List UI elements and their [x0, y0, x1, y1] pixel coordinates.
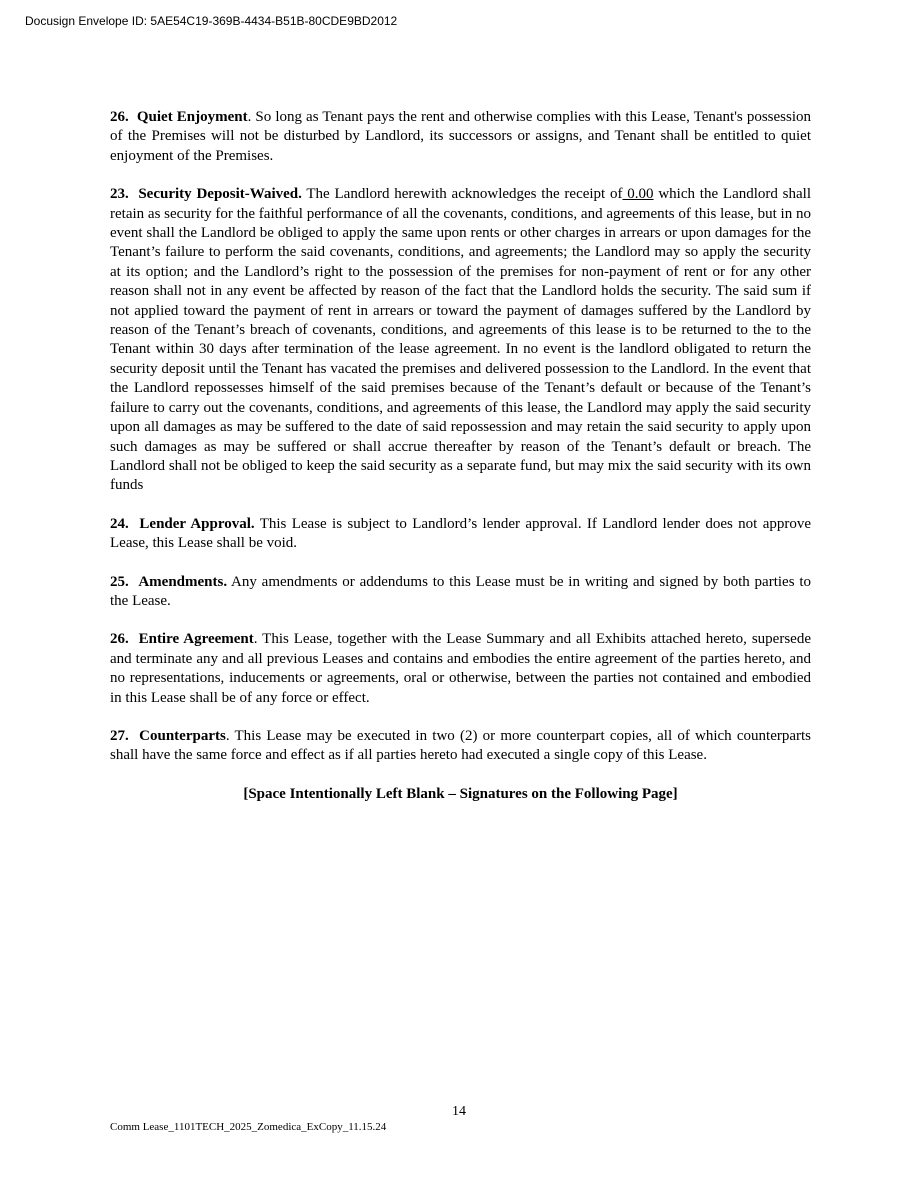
blank-space-note: [Space Intentionally Left Blank – Signatures on the Following Page]: [243, 785, 678, 802]
section-text: . This Lease may be executed in two (2) or more counterpart copies, all of which counterparts shall have the same force and effect as if all parties hereto had executed a single copy of this Lease.: [110, 727, 812, 764]
section-text: This Lease is subject to Landlord’s lender approval. If Landlord lender does not approve Lease, this Lease shall be void.: [110, 515, 812, 552]
envelope-id: Docusign Envelope ID: 5AE54C19-369B-4434-B51B-80CDE9BD2012: [25, 14, 398, 28]
section-number: 26.: [110, 631, 129, 648]
section-amendments: [110, 573, 811, 612]
footer-filename: Comm Lease_1101TECH_2025_Zomedica_ExCopy_11.15.24: [110, 1121, 387, 1133]
section-title: Quiet Enjoyment: [136, 109, 248, 125]
section-title: Amendments.: [138, 573, 228, 590]
section-number: 27.: [110, 727, 129, 744]
section-lender-approval: [110, 515, 811, 554]
section-number: 25.: [110, 573, 129, 590]
document-body: [110, 108, 811, 819]
section-entire-agreement: [110, 630, 811, 708]
section-text: . So long as Tenant pays the rent and otherwise complies with this Lease, Tenant's possession of the Premises will not be disturbed by Landlord, its successors or assigns, and Tenant shall be entitled to quiet enjoyment of the Premises.: [110, 109, 811, 164]
section-counterparts: [110, 727, 811, 766]
section-number: 24.: [110, 515, 129, 532]
section-text: which the Landlord shall retain as security for the faithful performance of all the covenants, conditions, and agreements of this lease, but in no event shall the Landlord be obliged to apply the same upon rents or other charges in arrears or upon damages for the Tenant’s failure to perform the said covenants, conditions, and agreements; the Landlord may so apply the security at its option; and the Landlord’s right to the possession of the premises for non-payment of rent or for any other reason shall not in any event be affected by reason of the fact that the Landlord holds the security. The said sum if not applied toward the payment of rent in arrears or toward the payment of damages suffered by the Landlord by reason of the Tenant’s breach of covenants, conditions, and agreements of this lease is to be returned to the to the Tenant within 30 days after termination of the lease agreement. In no event is the landlord obligated to return the security deposit until the Tenant has vacated the premises and delivered possession to the Landlord. In the event that the Landlord repossesses himself of the said premises because of the Tenant’s default or because of the Tenant’s failure to carry out the covenants, conditions, and agreements of this lease, the Landlord may apply the said security upon all damages as may be suffered to the date of said repossession and may retain the said security to apply upon such damages as may be suffered or shall accrue thereafter by reason of the Tenant’s default or breach. The Landlord shall not be obliged to keep the said security as a separate fund, but may mix the said security with its own funds: [110, 186, 812, 494]
section-text: Any amendments or addendums to this Lease must be in writing and signed by both parties to the Lease.: [110, 573, 811, 609]
section-security-deposit: [110, 185, 811, 496]
section-title: Entire Agreement: [138, 631, 254, 648]
section-number: 26.: [110, 109, 129, 125]
section-number: 23.: [110, 186, 129, 203]
section-text: . This Lease, together with the Lease Summary and all Exhibits attached hereto, supersede and terminate any and all previous Leases and contains and embodies the entire agreement of the parties hereto, and no representations, inducements or agreements, oral or otherwise, between the parties not contained and embodied in this Lease shall be of any force or effect.: [110, 631, 811, 706]
deposit-amount: 0.00: [622, 186, 654, 203]
page-number: 14: [452, 1104, 466, 1119]
section-title: Lender Approval.: [139, 515, 255, 532]
section-quiet-enjoyment: [110, 108, 811, 166]
section-title: Counterparts: [139, 727, 226, 744]
section-title: Security Deposit-Waived.: [138, 186, 302, 203]
section-text: The Landlord herewith acknowledges the receipt of: [301, 186, 623, 203]
